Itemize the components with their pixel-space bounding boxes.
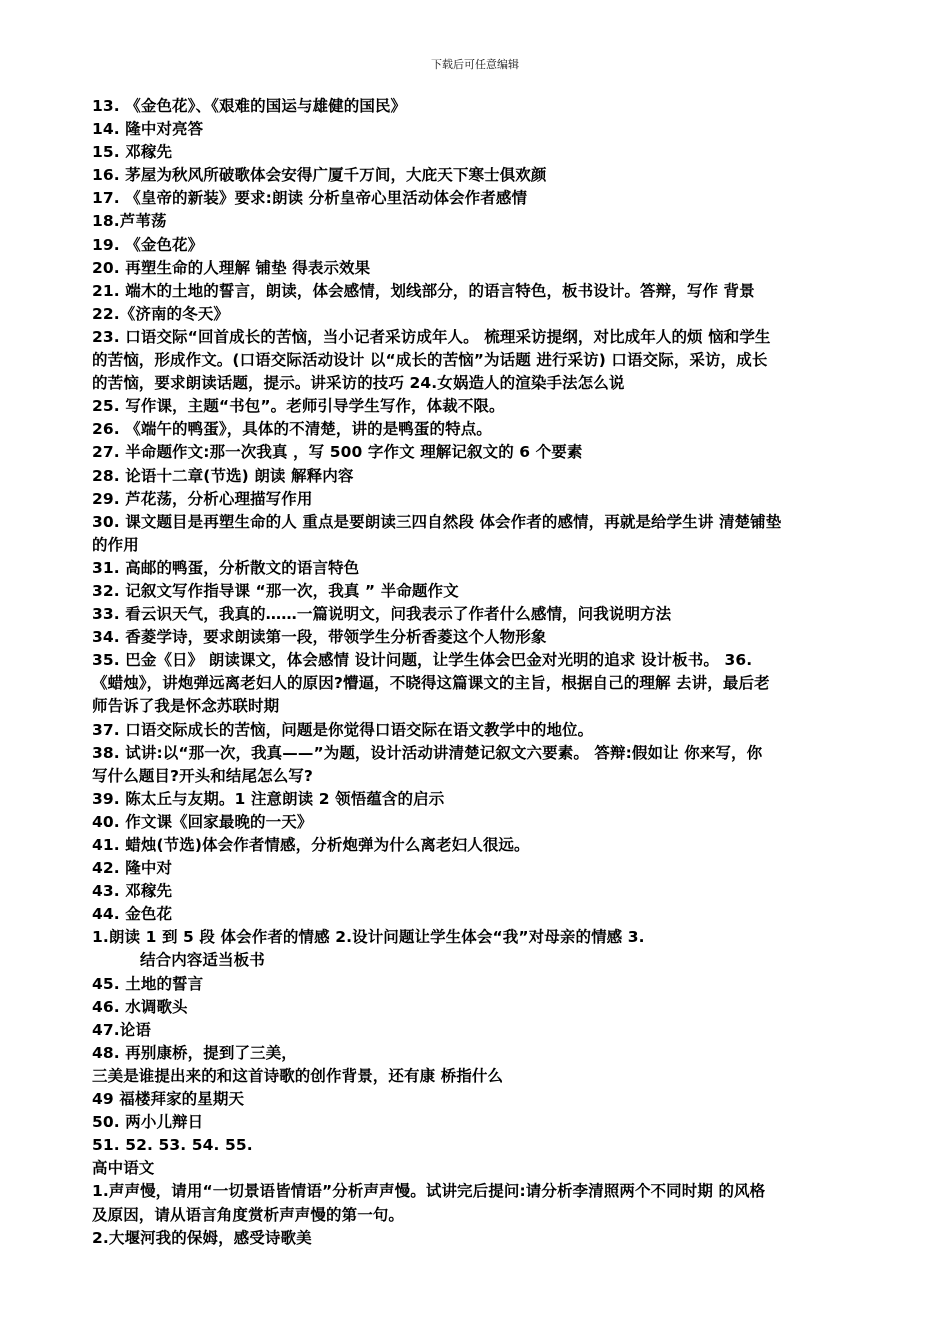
text-line: 的苦恼，形成作文。(口语交际活动设计 以“成长的苦恼”为话题 进行采访) 口语交际，采访，成长	[92, 351, 768, 370]
text-line: 三美是谁提出来的和这首诗歌的创作背景，还有康 桥指什么	[92, 1066, 504, 1085]
text-line: 20. 再塑生命的人理解 铺垫 得表示效果	[92, 258, 371, 277]
section-heading: 高中语文	[92, 1159, 155, 1178]
text-line: 35. 巴金《日》 朗读课文，体会感情 设计问题，让学生体会巴金对光明的追求 设计板书。 36.	[92, 651, 753, 670]
text-line: 42. 隆中对	[92, 859, 173, 878]
text-line: 46. 水调歌头	[92, 997, 188, 1016]
text-line: 14. 隆中对亮答	[92, 120, 204, 139]
text-line: 33. 看云识天气，我真的……一篇说明文，问我表示了作者什么感情，问我说明方法	[92, 605, 672, 624]
text-line: 49 福楼拜家的星期天	[92, 1090, 245, 1109]
text-line: 29. 芦花荡，分析心理描写作用	[92, 489, 313, 508]
text-line: 1.声声慢，请用“一切景语皆情语”分析声声慢。试讲完后提问:请分析李清照两个不同时期 的风格	[92, 1182, 766, 1201]
text-line: 28. 论语十二章(节选) 朗读 解释内容	[92, 466, 354, 485]
text-line: 的作用	[92, 535, 139, 554]
text-line: 38. 试讲:以“那一次，我真——”为题，设计活动讲清楚记叙文六要素。 答辩:假如让 你来写，你	[92, 743, 763, 762]
text-line: 43. 邓稼先	[92, 882, 173, 901]
text-line: 师告诉了我是怀念苏联时期	[92, 697, 280, 716]
text-line: 及原因，请从语言角度赏析声声慢的第一句。	[92, 1205, 405, 1224]
text-line: 48. 再别康桥，提到了三美，	[92, 1043, 297, 1062]
text-line: 41. 蜡烛(节选)体会作者情感，分析炮弹为什么离老妇人很远。	[92, 836, 530, 854]
text-line: 45. 土地的誓言	[92, 974, 204, 993]
text-line: 34. 香菱学诗，要求朗读第一段，带领学生分析香菱这个人物形象	[92, 628, 547, 647]
text-line: 39. 陈太丘与友期。1 注意朗读 2 领悟蕴含的启示	[92, 789, 445, 808]
text-line: 写什么题目?开头和结尾怎么写?	[92, 766, 313, 785]
text-line: 15. 邓稼先	[92, 143, 173, 162]
text-line: 25. 写作课，主题“书包”。老师引导学生写作，体裁不限。	[92, 397, 505, 416]
text-line: 22.《济南的冬天》	[92, 304, 229, 323]
text-line: 23. 口语交际“回首成长的苦恼，当小记者采访成年人。 梳理采访提纲，对比成年人的烦 恼和学生	[92, 327, 771, 346]
text-line: 16. 茅屋为秋风所破歌体会安得广厦千万间，大庇天下寒士俱欢颜	[92, 166, 547, 185]
page-header: 下载后可任意编辑	[431, 58, 519, 71]
text-line: 51. 52. 53. 54. 55.	[92, 1136, 253, 1155]
document-body	[92, 95, 882, 1250]
text-line: 47.论语	[92, 1020, 151, 1039]
text-line: 结合内容适当板书	[140, 951, 265, 970]
text-line: 44. 金色花	[92, 905, 173, 924]
text-line: 2.大堰河我的保姆，感受诗歌美	[92, 1228, 312, 1247]
text-line: 的苦恼，要求朗读话题，提示。讲采访的技巧 24.女娲造人的渲染手法怎么说	[92, 374, 625, 393]
text-line: 26. 《端午的鸭蛋》，具体的不清楚，讲的是鸭蛋的特点。	[92, 420, 492, 439]
text-line: 30. 课文题目是再塑生命的人 重点是要朗读三四自然段 体会作者的感情，再就是给学生讲 清楚铺垫	[92, 512, 782, 531]
text-line: 27. 半命题作文:那一次我真 ，写 500 字作文 理解记叙文的 6 个要素	[92, 443, 583, 462]
text-line: 31. 高邮的鸭蛋，分析散文的语言特色	[92, 558, 360, 577]
text-line: 40. 作文课《回家最晚的一天》	[92, 812, 313, 831]
text-line: 37. 口语交际成长的苦恼，问题是你觉得口语交际在语文教学中的地位。	[92, 720, 594, 739]
text-line: 50. 两小儿辩日	[92, 1113, 204, 1132]
text-line: 17. 《皇帝的新装》要求:朗读 分析皇帝心里活动体会作者感情	[92, 189, 528, 208]
text-line: 21. 端木的土地的誓言，朗读，体会感情，划线部分，的语言特色，板书设计。答辩，写作 背景	[92, 281, 755, 300]
text-line: 13. 《金色花》、《艰难的国运与雄健的国民》	[92, 97, 407, 115]
text-line: 1.朗读 1 到 5 段 体会作者的情感 2.设计问题让学生体会“我”对母亲的情感 3.	[92, 928, 645, 947]
text-line: 18.芦苇荡	[92, 212, 167, 231]
text-line: 32. 记叙文写作指导课 “那一次，我真 ” 半命题作文	[92, 581, 459, 600]
text-line: 19. 《金色花》	[92, 235, 204, 254]
text-line: 《蜡烛》，讲炮弹远离老妇人的原因?懵逼，不晓得这篇课文的主旨，根据自己的理解 去讲，最后老	[92, 674, 770, 693]
